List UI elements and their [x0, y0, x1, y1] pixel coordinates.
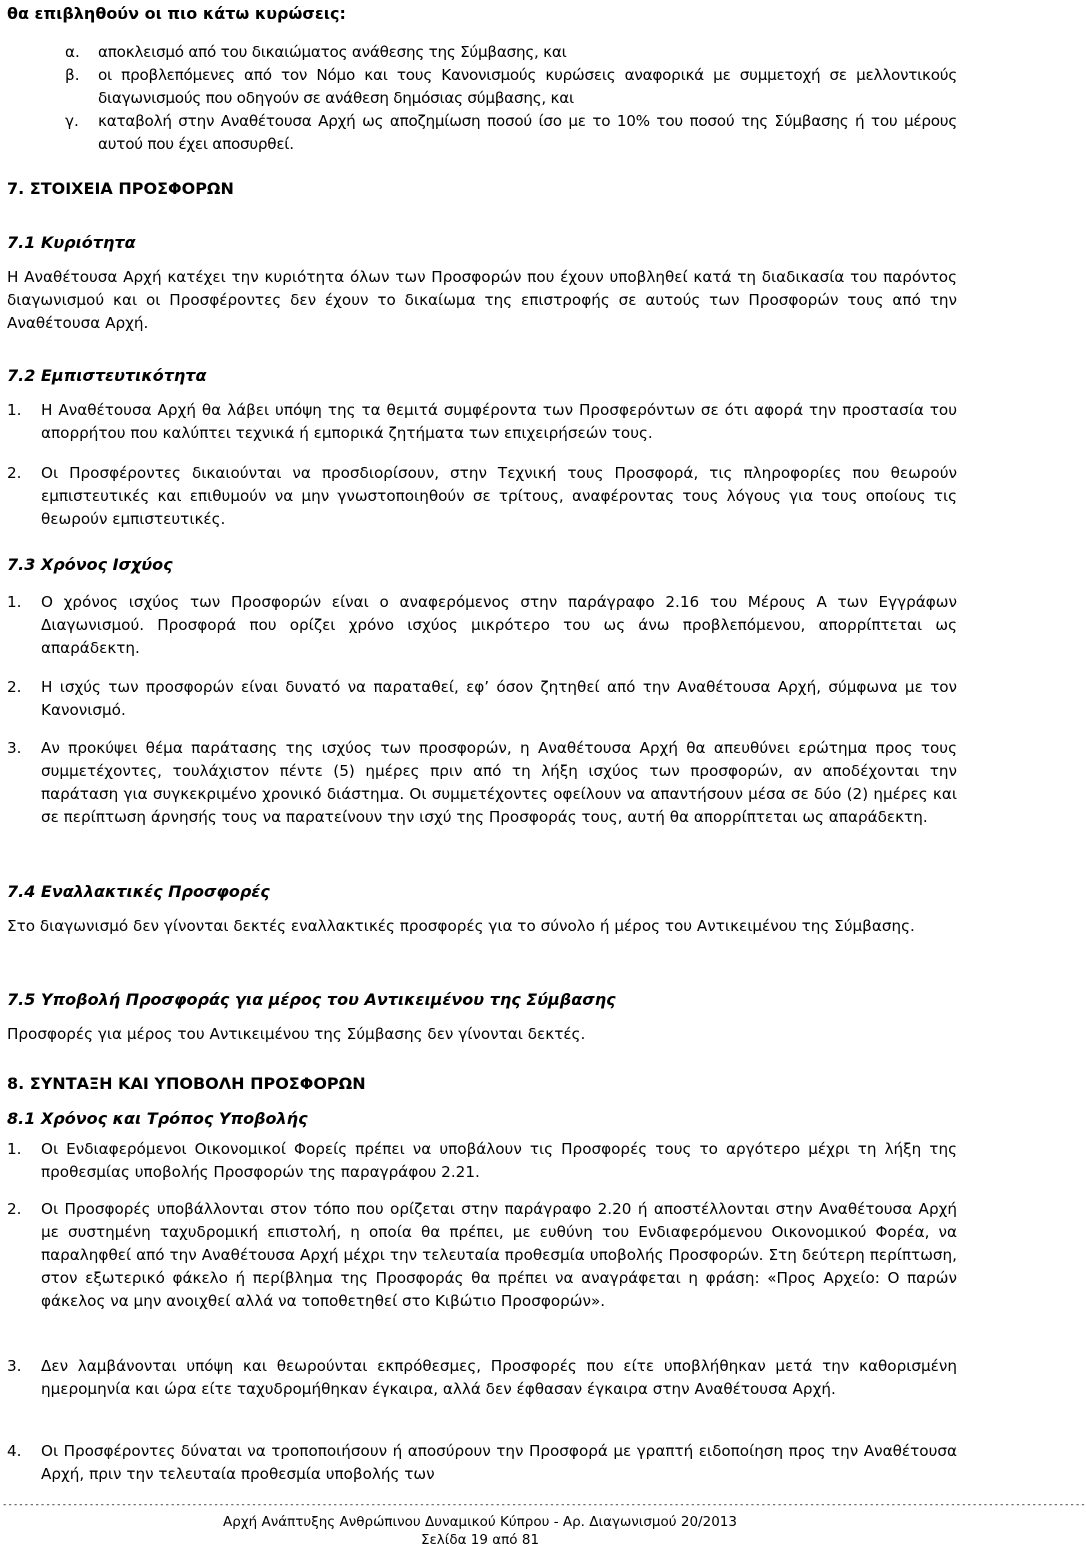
- item-text: Η Αναθέτουσα Αρχή θα λάβει υπόψη της τα θεμιτά συμφέροντα των Προσφερόντων σε ότι αφορά την προστασία του απορρήτου που καλύπτει τεχνικά ή εμπορικά ζητήματα των επιχειρήσεών τους.: [41, 401, 957, 442]
- sanction-item: [64, 41, 957, 64]
- list-item: [7, 399, 957, 445]
- item-text: Οι Προσφέροντες δικαιούνται να προσδιορίσουν, στην Τεχνική τους Προσφορά, τις πληροφορίες που θεωρούν εμπιστευτικές και επιθυμούν να μην γνωστοποιηθούν σε τρίτους, αναφέροντας τους λόγους για τους οποίους τις θεωρούν εμπιστευτικές.: [41, 464, 957, 528]
- item-marker: 4.: [7, 1442, 22, 1460]
- item-text: οι προβλεπόμενες από τον Νόμο και τους Κανονισμούς κυρώσεις αναφορικά με συμμετοχή σε μελλοντικούς διαγωνισμούς που οδηγούν σε ανάθεση δημόσιας σύμβασης, και: [98, 66, 957, 107]
- item-marker: 1.: [7, 1140, 22, 1158]
- item-marker: α.: [65, 43, 80, 61]
- item-text: Δεν λαμβάνονται υπόψη και θεωρούνται εκπρόθεσμες, Προσφορές που είτε υποβλήθηκαν μετά την καθορισμένη ημερομηνία και ώρα είτε ταχυδρομήθηκαν έγκαιρα, αλλά δεν έφθασαν έγκαιρα στην Αναθέτουσα Αρχή.: [41, 1357, 957, 1398]
- item-marker: γ.: [65, 112, 79, 130]
- item-marker: β.: [65, 66, 80, 84]
- section-8-heading: 8. ΣΥΝΤΑΞΗ ΚΑΙ ΥΠΟΒΟΛΗ ΠΡΟΣΦΟΡΩΝ: [7, 1074, 366, 1093]
- item-marker: 2.: [7, 464, 22, 482]
- item-marker: 1.: [7, 401, 22, 419]
- section-8-1-heading: 8.1 Χρόνος και Τρόπος Υποβολής: [7, 1109, 308, 1128]
- section-7-2-heading: 7.2 Εμπιστευτικότητα: [7, 366, 207, 385]
- item-text: καταβολή στην Αναθέτουσα Αρχή ως αποζημίωση ποσού ίσο με το 10% του ποσού της Σύμβασης ή του μέρους αυτού που έχει αποσυρθεί.: [98, 112, 957, 153]
- intro-line: θα επιβληθούν οι πιο κάτω κυρώσεις:: [7, 4, 346, 23]
- section-7-4-text: Στο διαγωνισμό δεν γίνονται δεκτές εναλλακτικές προσφορές για το σύνολο ή μέρος του Αντικειμένου της Σύμβασης.: [7, 917, 915, 935]
- section-7-4-heading: 7.4 Εναλλακτικές Προσφορές: [7, 882, 270, 901]
- list-item: [7, 676, 957, 722]
- sanction-item: [64, 110, 957, 156]
- item-text: Οι Ενδιαφερόμενοι Οικονομικοί Φορείς πρέπει να υποβάλουν τις Προσφορές τους το αργότερο μέχρι τη λήξη της προθεσμίας υποβολής Προσφορών της παραγράφου 2.21.: [41, 1140, 957, 1181]
- list-item: [7, 591, 957, 660]
- sanction-item: [64, 64, 957, 110]
- list-item: [7, 1198, 957, 1313]
- section-7-heading: 7. ΣΤΟΙΧΕΙΑ ΠΡΟΣΦΟΡΩΝ: [7, 179, 234, 198]
- list-item: [7, 462, 957, 531]
- item-marker: 3.: [7, 1357, 22, 1375]
- footer-page-number: Σελίδα 19 από 81: [420, 1532, 540, 1548]
- footer-organization: Αρχή Ανάπτυξης Ανθρώπινου Δυναμικού Κύπρου - Αρ. Διαγωνισμού 20/2013: [223, 1514, 737, 1530]
- list-item: [7, 737, 957, 829]
- section-7-5-text: Προσφορές για μέρος του Αντικειμένου της Σύμβασης δεν γίνονται δεκτές.: [7, 1025, 586, 1043]
- item-text: Ο χρόνος ισχύος των Προσφορών είναι ο αναφερόμενος στην παράγραφο 2.16 του Μέρους Α των Εγγράφων Διαγωνισμού. Προσφορά που ορίζει χρόνο ισχύος μικρότερο του ως άνω προβλεπόμενου, απορρίπτεται ως απαράδεκτη.: [41, 593, 957, 657]
- page-footer: [0, 1500, 1086, 1549]
- sanctions-block: [7, 0, 957, 156]
- item-marker: 3.: [7, 739, 22, 757]
- section-7-1-text: Η Αναθέτουσα Αρχή κατέχει την κυριότητα όλων των Προσφορών που έχουν υποβληθεί κατά τη διαδικασία του παρόντος διαγωνισμού και οι Προσφέροντες δεν έχουν το δικαίωμα της επιστροφής σε αυτούς των Προσφορών τους από την Αναθέτουσα Αρχή.: [7, 268, 957, 332]
- item-text: Η ισχύς των προσφορών είναι δυνατό να παραταθεί, εφ’ όσον ζητηθεί από την Αναθέτουσα Αρχή, σύμφωνα με τον Κανονισμό.: [41, 678, 957, 719]
- item-text: Οι Προσφέροντες δύναται να τροποποιήσουν ή αποσύρουν την Προσφορά με γραπτή ειδοποίηση προς την Αναθέτουσα Αρχή, πριν την τελευταία προθεσμία υποβολής των: [41, 1442, 957, 1483]
- item-text: αποκλεισμό από του δικαιώματος ανάθεσης της Σύμβασης, και: [98, 43, 567, 61]
- section-7-5-heading: 7.5 Υποβολή Προσφοράς για μέρος του Αντικειμένου της Σύμβασης: [7, 990, 616, 1009]
- item-marker: 1.: [7, 593, 22, 611]
- footer-rule: --------------------------------------------------------------------------------------------------------------------------------------------------------------------------------------------------------: [2, 1500, 1086, 1510]
- item-text: Αν προκύψει θέμα παράτασης της ισχύος των προσφορών, η Αναθέτουσα Αρχή θα απευθύνει ερώτημα προς τους συμμετέχοντες, τουλάχιστον πέντε (5) ημέρες πριν από τη λήξη ισχύος των προσφορών, αν αποδέχονται την παράταση για συγκεκριμένο χρονικό διάστημα. Οι συμμετέχοντες οφείλουν να απαντήσουν μέσα σε δύο (2) ημέρες και σε περίπτωση άρνησής τους να παρατείνουν την ισχύ της Προσφοράς τους, αυτή θα απορρίπτεται ως απαράδεκτη.: [41, 739, 957, 826]
- list-item: [7, 1355, 957, 1401]
- list-item: [7, 1138, 957, 1184]
- list-item: [7, 1440, 957, 1486]
- item-marker: 2.: [7, 1200, 22, 1218]
- section-7-3-heading: 7.3 Χρόνος Ισχύος: [7, 555, 173, 574]
- item-text: Οι Προσφορές υποβάλλονται στον τόπο που ορίζεται στην παράγραφο 2.20 ή αποστέλλονται στην Αναθέτουσα Αρχή με συστημένη ταχυδρομική επιστολή, η οποία θα πρέπει, με ευθύνη του Ενδιαφερόμενου Οικονομικού Φορέα, να παραληφθεί από την Αναθέτουσα Αρχή μέχρι την τελευταία προθεσμία υποβολής Προσφορών. Στη δεύτερη περίπτωση, στον εξωτερικό φάκελο ή περίβλημα της Προσφοράς θα πρέπει να αναγράφεται η φράση: «Προς Αρχείο: Ο παρών φάκελος να μην ανοιχθεί αλλά να τοποθετηθεί στο Κιβώτιο Προσφορών».: [41, 1200, 957, 1310]
- item-marker: 2.: [7, 678, 22, 696]
- section-7-1-heading: 7.1 Κυριότητα: [7, 233, 136, 252]
